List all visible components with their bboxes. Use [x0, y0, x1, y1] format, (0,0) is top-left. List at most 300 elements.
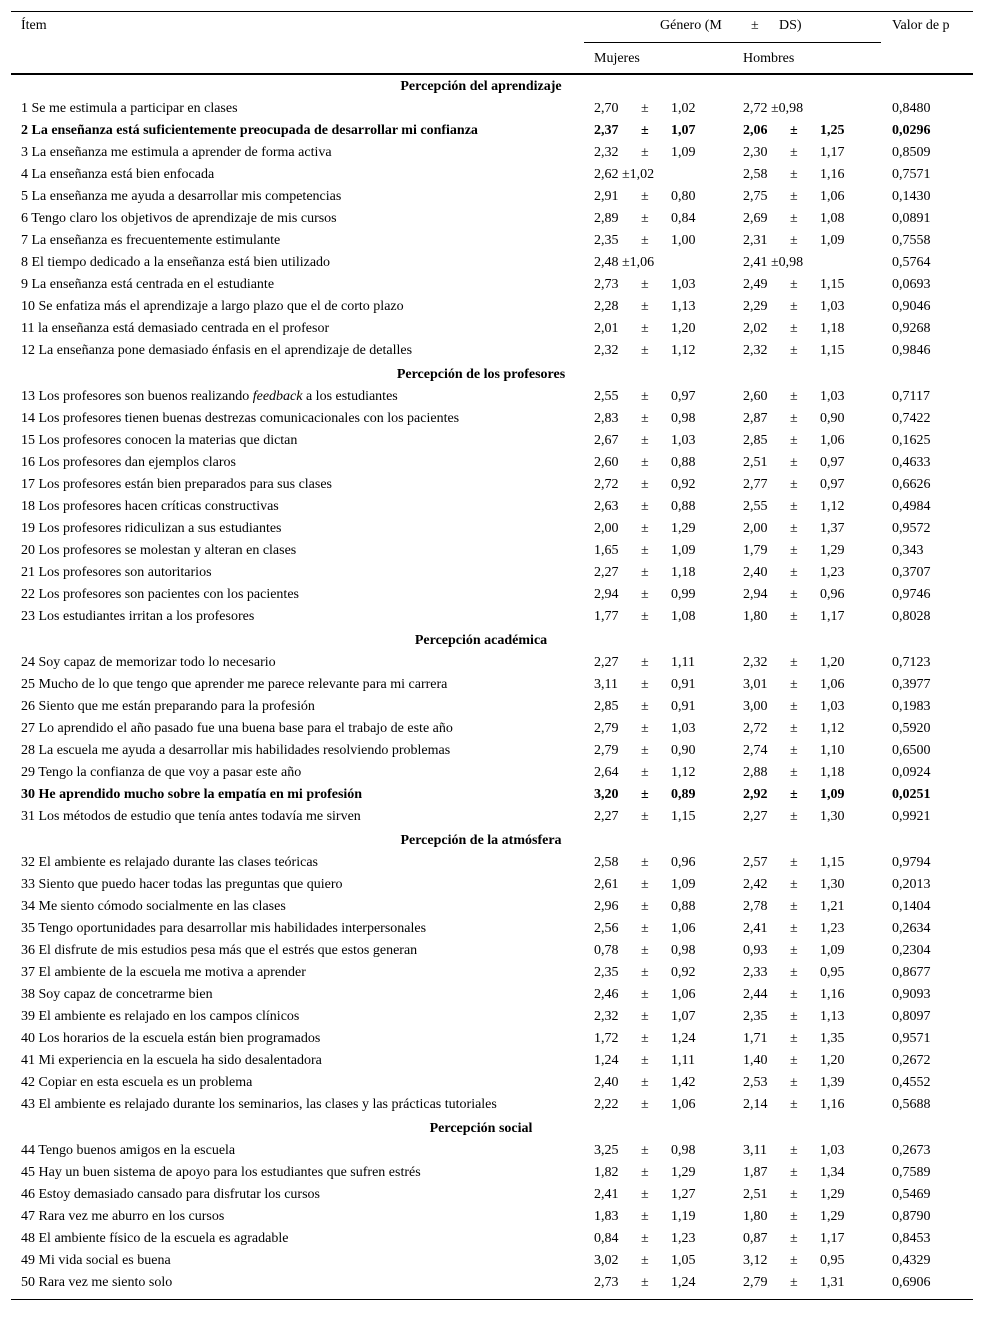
hombres-sd: 1,08 [820, 211, 845, 226]
hombres-mean: 2,30 [743, 145, 768, 160]
mujeres-mean: 2,46 [594, 987, 619, 1002]
table-row [11, 277, 973, 299]
hombres-sd: 1,16 [820, 167, 845, 182]
item-text: 7 La enseñanza es frecuentemente estimulante [21, 233, 281, 248]
header-mujeres: Mujeres [594, 51, 640, 66]
hombres-mean: 2,94 [743, 587, 768, 602]
hombres-mean: 2,33 [743, 965, 768, 980]
hombres-sd: 0,95 [820, 1253, 845, 1268]
hombres-sd: 1,03 [820, 389, 845, 404]
hombres-mean: 2,85 [743, 433, 768, 448]
hombres-sd: 1,09 [820, 233, 845, 248]
hombres-sd: 0,97 [820, 455, 845, 470]
mujeres-sd: 1,03 [671, 277, 696, 292]
p-value: 0,9794 [892, 855, 931, 870]
table-row [11, 987, 973, 1009]
hombres-mean: 1,87 [743, 1165, 768, 1180]
mujeres-mean: 1,77 [594, 609, 619, 624]
mujeres-sd: 1,29 [671, 1165, 696, 1180]
plus-minus-sign: ± [641, 1143, 649, 1158]
item-text: 31 Los métodos de estudio que tenía antes todavía me sirven [21, 809, 361, 824]
header-genero-pm: ± [751, 18, 759, 33]
mujeres-sd: 0,96 [671, 855, 696, 870]
plus-minus-sign: ± [641, 1187, 649, 1202]
section-title: Percepción del aprendizaje [400, 79, 562, 94]
mujeres-sd: 0,89 [671, 787, 696, 802]
mujeres-sd: 1,07 [671, 123, 696, 138]
item-text: 42 Copiar en esta escuela es un problema [21, 1075, 253, 1090]
plus-minus-sign: ± [790, 721, 798, 736]
mujeres-sd: 1,06 [671, 921, 696, 936]
table-bottom-rule [11, 1299, 973, 1300]
hombres-mean: 2,75 [743, 189, 768, 204]
mujeres-mean: 2,48 ±1,06 [594, 255, 655, 270]
mujeres-mean: 1,24 [594, 1053, 619, 1068]
plus-minus-sign: ± [641, 321, 649, 336]
hombres-sd: 1,17 [820, 145, 845, 160]
mujeres-mean: 2,28 [594, 299, 619, 314]
item-text: 6 Tengo claro los objetivos de aprendizaje de mis cursos [21, 211, 337, 226]
plus-minus-sign: ± [641, 587, 649, 602]
p-value: 0,8453 [892, 1231, 931, 1246]
mujeres-mean: 2,83 [594, 411, 619, 426]
item-text-emphasis: feedback [252, 389, 303, 404]
table-row [11, 389, 973, 411]
item-text: 45 Hay un buen sistema de apoyo para los estudiantes que sufren estrés [21, 1165, 421, 1180]
mujeres-mean: 2,79 [594, 743, 619, 758]
plus-minus-sign: ± [790, 167, 798, 182]
hombres-sd: 1,16 [820, 987, 845, 1002]
plus-minus-sign: ± [790, 189, 798, 204]
hombres-mean: 2,72 [743, 721, 768, 736]
item-text: 23 Los estudiantes irritan a los profesores [21, 609, 255, 624]
section-title: Percepción de los profesores [396, 367, 566, 382]
hombres-sd: 1,34 [820, 1165, 845, 1180]
item-text: 46 Estoy demasiado cansado para disfrutar los cursos [21, 1187, 320, 1202]
hombres-mean: 2,49 [743, 277, 768, 292]
plus-minus-sign: ± [790, 1209, 798, 1224]
hombres-mean: 1,79 [743, 543, 768, 558]
item-text: 5 La enseñanza me ayuda a desarrollar mis competencias [21, 189, 342, 204]
hombres-mean: 1,71 [743, 1031, 768, 1046]
hombres-sd: 1,20 [820, 655, 845, 670]
mujeres-sd: 1,20 [671, 321, 696, 336]
p-value: 0,1625 [892, 433, 931, 448]
table-row [11, 1275, 973, 1297]
hombres-sd: 1,03 [820, 299, 845, 314]
item-text: 20 Los profesores se molestan y alteran en clases [21, 543, 297, 558]
hombres-mean: 2,79 [743, 1275, 768, 1290]
table-row [11, 167, 973, 189]
mujeres-sd: 1,12 [671, 765, 696, 780]
mujeres-sd: 1,11 [671, 655, 695, 670]
hombres-mean: 3,01 [743, 677, 768, 692]
plus-minus-sign: ± [641, 965, 649, 980]
plus-minus-sign: ± [641, 655, 649, 670]
p-value: 0,0296 [892, 123, 931, 138]
hombres-sd: 1,15 [820, 343, 845, 358]
plus-minus-sign: ± [641, 1053, 649, 1068]
plus-minus-sign: ± [790, 277, 798, 292]
plus-minus-sign: ± [641, 277, 649, 292]
mujeres-sd: 1,02 [671, 101, 696, 116]
hombres-sd: 1,09 [820, 943, 845, 958]
plus-minus-sign: ± [790, 699, 798, 714]
table-row [11, 1031, 973, 1053]
plus-minus-sign: ± [641, 1231, 649, 1246]
plus-minus-sign: ± [641, 877, 649, 892]
item-text: 10 Se enfatiza más el aprendizaje a largo plazo que el de corto plazo [21, 299, 404, 314]
hombres-sd: 1,23 [820, 921, 845, 936]
plus-minus-sign: ± [641, 1275, 649, 1290]
mujeres-mean: 2,32 [594, 145, 619, 160]
plus-minus-sign: ± [790, 565, 798, 580]
plus-minus-sign: ± [790, 1165, 798, 1180]
hombres-mean: 3,12 [743, 1253, 768, 1268]
mujeres-mean: 2,58 [594, 855, 619, 870]
p-value: 0,9093 [892, 987, 931, 1002]
p-value: 0,9268 [892, 321, 931, 336]
plus-minus-sign: ± [641, 101, 649, 116]
hombres-sd: 1,17 [820, 609, 845, 624]
p-value: 0,2013 [892, 877, 931, 892]
hombres-sd: 1,29 [820, 1187, 845, 1202]
item-text: 12 La enseñanza pone demasiado énfasis en el aprendizaje de detalles [21, 343, 413, 358]
item-text: 43 El ambiente es relajado durante los seminarios, las clases y las prácticas tutoriales [21, 1097, 497, 1112]
plus-minus-sign: ± [641, 855, 649, 870]
hombres-sd: 0,96 [820, 587, 845, 602]
item-text: 34 Me siento cómodo socialmente en las clases [21, 899, 286, 914]
hombres-mean: 2,77 [743, 477, 768, 492]
mujeres-mean: 2,00 [594, 521, 619, 536]
hombres-mean: 2,88 [743, 765, 768, 780]
plus-minus-sign: ± [790, 321, 798, 336]
plus-minus-sign: ± [641, 809, 649, 824]
hombres-mean: 2,51 [743, 455, 768, 470]
header-valor-p: Valor de p [892, 18, 950, 33]
mujeres-sd: 0,88 [671, 455, 696, 470]
item-text: 29 Tengo la confianza de que voy a pasar este año [21, 765, 302, 780]
plus-minus-sign: ± [790, 677, 798, 692]
table-row [11, 299, 973, 321]
plus-minus-sign: ± [641, 389, 649, 404]
hombres-mean: 2,00 [743, 521, 768, 536]
item-text: 26 Siento que me están preparando para la profesión [21, 699, 315, 714]
mujeres-sd: 0,84 [671, 211, 696, 226]
plus-minus-sign: ± [641, 499, 649, 514]
mujeres-mean: 2,56 [594, 921, 619, 936]
table-row [11, 411, 973, 433]
plus-minus-sign: ± [641, 787, 649, 802]
plus-minus-sign: ± [790, 743, 798, 758]
plus-minus-sign: ± [790, 299, 798, 314]
mujeres-mean: 2,01 [594, 321, 619, 336]
item-text: 40 Los horarios de la escuela están bien programados [21, 1031, 321, 1046]
p-value: 0,4329 [892, 1253, 931, 1268]
section-title: Percepción social [429, 1121, 533, 1136]
p-value: 0,0891 [892, 211, 931, 226]
hombres-sd: 1,06 [820, 677, 845, 692]
p-value: 0,7558 [892, 233, 931, 248]
hombres-sd: 1,12 [820, 499, 845, 514]
plus-minus-sign: ± [641, 899, 649, 914]
item-text: 50 Rara vez me siento solo [21, 1275, 173, 1290]
mujeres-sd: 1,08 [671, 609, 696, 624]
p-value: 0,7123 [892, 655, 931, 670]
hombres-mean: 2,02 [743, 321, 768, 336]
mujeres-sd: 0,92 [671, 965, 696, 980]
hombres-mean: 2,06 [743, 123, 768, 138]
hombres-mean: 2,53 [743, 1075, 768, 1090]
hombres-sd: 1,15 [820, 277, 845, 292]
table-row [11, 123, 973, 145]
mujeres-mean: 2,37 [594, 123, 619, 138]
mujeres-mean: 2,73 [594, 1275, 619, 1290]
header-genero-suffix: DS) [779, 18, 802, 33]
hombres-mean: 2,14 [743, 1097, 768, 1112]
table-row [11, 1053, 973, 1075]
table-row [11, 321, 973, 343]
plus-minus-sign: ± [790, 433, 798, 448]
mujeres-mean: 2,32 [594, 343, 619, 358]
plus-minus-sign: ± [641, 299, 649, 314]
table-row [11, 145, 973, 167]
item-text: 16 Los profesores dan ejemplos claros [21, 455, 236, 470]
plus-minus-sign: ± [641, 123, 649, 138]
mujeres-sd: 1,09 [671, 543, 696, 558]
hombres-mean: 2,72 ±0,98 [743, 101, 804, 116]
mujeres-sd: 0,99 [671, 587, 696, 602]
hombres-sd: 0,97 [820, 477, 845, 492]
plus-minus-sign: ± [790, 123, 798, 138]
plus-minus-sign: ± [790, 765, 798, 780]
table-row [11, 1165, 973, 1187]
p-value: 0,8509 [892, 145, 931, 160]
table-row [11, 877, 973, 899]
item-text: 25 Mucho de lo que tengo que aprender me parece relevante para mi carrera [21, 677, 448, 692]
table-row [11, 211, 973, 233]
plus-minus-sign: ± [790, 343, 798, 358]
hombres-mean: 2,57 [743, 855, 768, 870]
p-value: 0,5688 [892, 1097, 931, 1112]
p-value: 0,8790 [892, 1209, 931, 1224]
hombres-mean: 2,31 [743, 233, 768, 248]
plus-minus-sign: ± [790, 389, 798, 404]
plus-minus-sign: ± [790, 455, 798, 470]
table-row [11, 255, 973, 277]
plus-minus-sign: ± [790, 609, 798, 624]
p-value: 0,0693 [892, 277, 931, 292]
table-row [11, 943, 973, 965]
item-text: 49 Mi vida social es buena [21, 1253, 171, 1268]
mujeres-sd: 0,80 [671, 189, 696, 204]
hombres-mean: 2,42 [743, 877, 768, 892]
p-value: 0,6626 [892, 477, 931, 492]
plus-minus-sign: ± [641, 699, 649, 714]
p-value: 0,2634 [892, 921, 931, 936]
table-row [11, 343, 973, 365]
hombres-mean: 2,44 [743, 987, 768, 1002]
mujeres-sd: 0,98 [671, 411, 696, 426]
plus-minus-sign: ± [790, 787, 798, 802]
p-value: 0,0251 [892, 787, 931, 802]
mujeres-sd: 0,91 [671, 699, 696, 714]
plus-minus-sign: ± [790, 965, 798, 980]
p-value: 0,2673 [892, 1143, 931, 1158]
item-text: 37 El ambiente de la escuela me motiva a aprender [21, 965, 306, 980]
table-row [11, 477, 973, 499]
p-value: 0,3707 [892, 565, 931, 580]
table-row [11, 609, 973, 631]
p-value: 0,7422 [892, 411, 931, 426]
plus-minus-sign: ± [790, 211, 798, 226]
plus-minus-sign: ± [641, 1165, 649, 1180]
plus-minus-sign: ± [790, 543, 798, 558]
item-text: 14 Los profesores tienen buenas destrezas comunicacionales con los pacientes [21, 411, 460, 426]
mujeres-mean: 2,60 [594, 455, 619, 470]
p-value: 0,6500 [892, 743, 931, 758]
mujeres-sd: 0,98 [671, 1143, 696, 1158]
mujeres-mean: 2,79 [594, 721, 619, 736]
p-value: 0,1983 [892, 699, 931, 714]
plus-minus-sign: ± [790, 411, 798, 426]
table-row [11, 655, 973, 677]
hombres-mean: 1,80 [743, 609, 768, 624]
p-value: 0,9746 [892, 587, 931, 602]
plus-minus-sign: ± [790, 499, 798, 514]
plus-minus-sign: ± [641, 543, 649, 558]
table-row [11, 965, 973, 987]
p-value: 0,6906 [892, 1275, 931, 1290]
p-value: 0,9046 [892, 299, 931, 314]
plus-minus-sign: ± [641, 145, 649, 160]
mujeres-sd: 1,00 [671, 233, 696, 248]
mujeres-mean: 1,72 [594, 1031, 619, 1046]
mujeres-sd: 1,12 [671, 343, 696, 358]
table-row [11, 499, 973, 521]
hombres-sd: 1,03 [820, 699, 845, 714]
hombres-mean: 2,69 [743, 211, 768, 226]
mujeres-sd: 1,42 [671, 1075, 696, 1090]
p-value: 0,8480 [892, 101, 931, 116]
table-row [11, 189, 973, 211]
plus-minus-sign: ± [641, 433, 649, 448]
plus-minus-sign: ± [641, 521, 649, 536]
hombres-mean: 2,27 [743, 809, 768, 824]
mujeres-sd: 1,29 [671, 521, 696, 536]
section-title: Percepción académica [414, 633, 548, 648]
hombres-sd: 0,90 [820, 411, 845, 426]
hombres-sd: 1,21 [820, 899, 845, 914]
mujeres-sd: 0,88 [671, 499, 696, 514]
hombres-sd: 1,31 [820, 1275, 845, 1290]
p-value: 0,9572 [892, 521, 931, 536]
item-text: 38 Soy capaz de concetrarme bien [21, 987, 213, 1002]
p-value: 0,7117 [892, 389, 930, 404]
mujeres-sd: 0,92 [671, 477, 696, 492]
table-row [11, 521, 973, 543]
mujeres-mean: 0,84 [594, 1231, 619, 1246]
mujeres-sd: 1,27 [671, 1187, 696, 1202]
item-text: 1 Se me estimula a participar en clases [21, 101, 238, 116]
item-text: 21 Los profesores son autoritarios [21, 565, 212, 580]
table-row [11, 233, 973, 255]
plus-minus-sign: ± [790, 1053, 798, 1068]
hombres-sd: 1,09 [820, 787, 845, 802]
hombres-mean: 2,41 ±0,98 [743, 255, 804, 270]
p-value: 0,5764 [892, 255, 931, 270]
plus-minus-sign: ± [790, 521, 798, 536]
table-row [11, 1231, 973, 1253]
mujeres-mean: 2,94 [594, 587, 619, 602]
hombres-sd: 1,30 [820, 809, 845, 824]
hombres-mean: 0,93 [743, 943, 768, 958]
item-text: 41 Mi experiencia en la escuela ha sido desalentadora [21, 1053, 322, 1068]
hombres-mean: 3,00 [743, 699, 768, 714]
p-value: 0,9921 [892, 809, 931, 824]
header-genero-prefix: Género (M [660, 18, 722, 33]
plus-minus-sign: ± [641, 677, 649, 692]
item-text [21, 389, 398, 405]
hombres-mean: 2,78 [743, 899, 768, 914]
mujeres-sd: 1,09 [671, 145, 696, 160]
item-text-start: 13 Los profesores son buenos realizando [21, 389, 253, 404]
plus-minus-sign: ± [790, 855, 798, 870]
p-value: 0,2304 [892, 943, 931, 958]
table-row [11, 899, 973, 921]
item-text: 28 La escuela me ayuda a desarrollar mis habilidades resolviendo problemas [21, 743, 451, 758]
plus-minus-sign: ± [790, 1075, 798, 1090]
hombres-mean: 2,29 [743, 299, 768, 314]
mujeres-mean: 2,73 [594, 277, 619, 292]
mujeres-sd: 1,07 [671, 1009, 696, 1024]
p-value: 0,9571 [892, 1031, 931, 1046]
mujeres-mean: 2,61 [594, 877, 619, 892]
item-text: 35 Tengo oportunidades para desarrollar mis habilidades interpersonales [21, 921, 427, 936]
hombres-sd: 1,25 [820, 123, 845, 138]
mujeres-mean: 2,70 [594, 101, 619, 116]
hombres-sd: 1,20 [820, 1053, 845, 1068]
mujeres-mean: 2,62 ±1,02 [594, 167, 655, 182]
plus-minus-sign: ± [790, 145, 798, 160]
item-text: 3 La enseñanza me estimula a aprender de forma activa [21, 145, 332, 160]
mujeres-mean: 2,27 [594, 809, 619, 824]
item-text: 30 He aprendido mucho sobre la empatía en mi profesión [21, 787, 363, 802]
mujeres-mean: 3,02 [594, 1253, 619, 1268]
hombres-mean: 2,32 [743, 343, 768, 358]
table-row [11, 743, 973, 765]
hombres-sd: 1,06 [820, 433, 845, 448]
hombres-sd: 1,03 [820, 1143, 845, 1158]
hombres-mean: 2,35 [743, 1009, 768, 1024]
item-text: 44 Tengo buenos amigos en la escuela [21, 1143, 236, 1158]
plus-minus-sign: ± [790, 1231, 798, 1246]
item-text: 27 Lo aprendido el año pasado fue una buena base para el trabajo de este año [21, 721, 453, 736]
mujeres-sd: 1,03 [671, 433, 696, 448]
plus-minus-sign: ± [641, 1031, 649, 1046]
mujeres-mean: 2,89 [594, 211, 619, 226]
item-text: 48 El ambiente físico de la escuela es agradable [21, 1231, 289, 1246]
table-row [11, 101, 973, 123]
item-text: 18 Los profesores hacen críticas constructivas [21, 499, 279, 514]
table-row [11, 543, 973, 565]
mujeres-sd: 1,24 [671, 1275, 696, 1290]
table-row [11, 1097, 973, 1119]
mujeres-mean: 2,63 [594, 499, 619, 514]
mujeres-mean: 2,91 [594, 189, 619, 204]
hombres-mean: 3,11 [743, 1143, 767, 1158]
hombres-mean: 2,87 [743, 411, 768, 426]
